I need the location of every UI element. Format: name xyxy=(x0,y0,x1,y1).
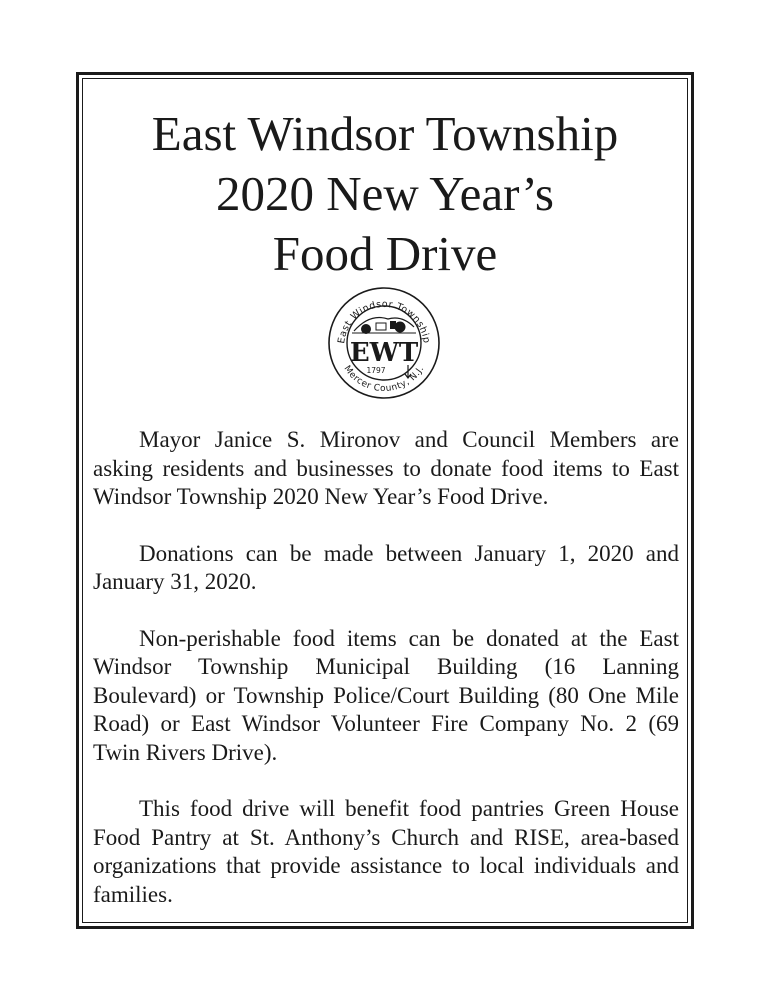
title-line-2: 2020 New Year’s xyxy=(216,166,554,221)
paragraph-beneficiaries: This food drive will benefit food pantries Green House Food Pantry at St. Anthony’s Church and RISE, area-based organizations that provide assistance to local individuals and families. xyxy=(93,796,679,907)
township-seal-graphic xyxy=(326,285,442,401)
township-seal xyxy=(326,285,442,401)
paragraph-dates: Donations can be made between January 1, 2020 and January 31, 2020. xyxy=(93,540,679,594)
seal-monogram: EWT xyxy=(349,338,419,368)
flyer-title xyxy=(82,104,688,284)
title-line-1: East Windsor Township xyxy=(151,106,619,161)
flyer-body xyxy=(93,426,679,909)
seal-year: 1797 xyxy=(366,366,386,375)
paragraph-locations: Non-perishable food items can be donated at the East Windsor Township Municipal Building (16 Lanning Boulevard) or Township Police/Court Building (80 One Mile Road) or East Windsor Volunteer Fire Company No. 2 (69 Twin Rivers Drive). xyxy=(93,625,679,765)
seal-bottom-text: Mercer County, N.J. xyxy=(341,363,427,395)
seal-top-text: East Windsor Township xyxy=(336,298,432,345)
title-line-3: Food Drive xyxy=(272,226,498,281)
paragraph-announcement: Mayor Janice S. Mironov and Council Members are asking residents and businesses to donate food items to East Windsor Township 2020 New Year’s Food Drive. xyxy=(93,427,679,509)
